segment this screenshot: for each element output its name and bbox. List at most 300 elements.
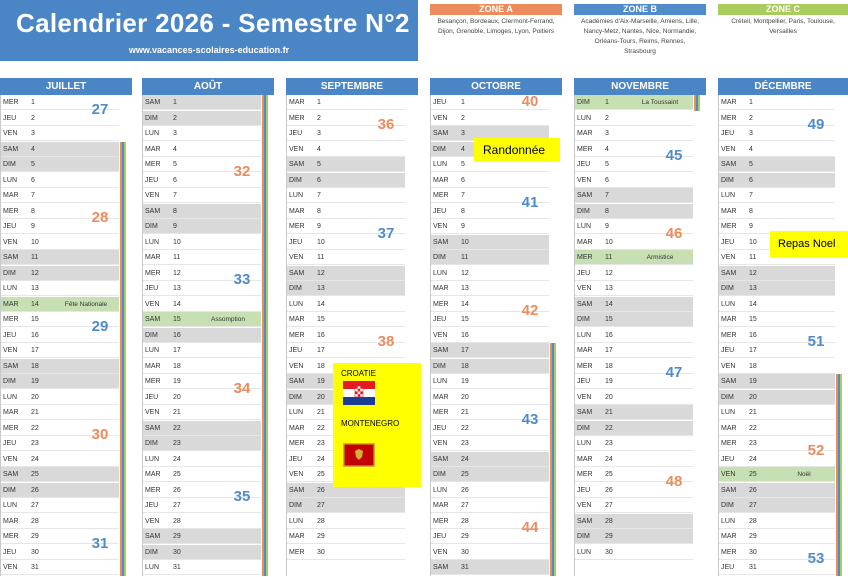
day-name: JEU (145, 393, 159, 401)
day-name: LUN (577, 331, 592, 339)
day-number: 24 (749, 455, 757, 463)
day-row (431, 436, 549, 451)
day-number: 3 (749, 130, 753, 137)
day-row (287, 266, 405, 281)
day-row (431, 545, 549, 560)
day-number: 14 (461, 300, 469, 308)
day-row (143, 188, 261, 203)
day-number: 29 (605, 533, 613, 540)
day-name: JEU (145, 502, 159, 509)
day-number: 6 (317, 176, 321, 184)
day-row (719, 514, 835, 529)
day-row (143, 514, 261, 529)
day-number: 28 (31, 517, 39, 525)
day-row (1, 390, 119, 405)
day-row (719, 297, 835, 312)
day-row (1, 173, 119, 188)
day-name: MAR (721, 207, 737, 215)
week-number: 49 (807, 116, 825, 134)
day-number: 11 (605, 254, 613, 261)
day-number: 9 (461, 223, 465, 230)
day-name: SAM (721, 161, 737, 168)
day-name: DIM (577, 316, 590, 323)
day-name: LUN (289, 409, 304, 416)
day-row (1, 452, 119, 467)
day-number: 21 (31, 409, 39, 416)
day-row (143, 343, 261, 358)
day-row (1, 405, 119, 420)
day-row (287, 95, 405, 110)
day-row (575, 514, 693, 529)
day-name: SAM (577, 409, 593, 416)
day-number: 22 (605, 424, 613, 432)
day-number: 1 (31, 99, 35, 106)
day-number: 13 (749, 285, 757, 292)
month-header: SEPTEMBRE (286, 78, 418, 95)
day-number: 25 (173, 471, 181, 478)
day-row (143, 250, 261, 265)
day-name: JEU (433, 533, 447, 540)
week-number: 36 (377, 116, 395, 134)
day-number: 15 (605, 316, 613, 323)
day-name: SAM (577, 192, 593, 199)
day-row (143, 142, 261, 157)
day-name: MAR (3, 517, 19, 525)
day-row (575, 328, 693, 343)
day-list (142, 95, 274, 576)
day-name: MAR (3, 300, 19, 308)
day-number: 19 (317, 378, 325, 385)
day-name: MER (721, 548, 737, 556)
day-name: LUN (289, 192, 304, 199)
day-number: 13 (461, 285, 469, 292)
day-row (143, 126, 261, 141)
day-number: 12 (461, 269, 469, 277)
day-row (1, 560, 119, 575)
day-name: MAR (289, 533, 305, 540)
day-name: LUN (145, 130, 160, 137)
day-list (430, 95, 562, 576)
day-row (287, 281, 405, 296)
day-row (143, 328, 261, 343)
day-number: 15 (317, 316, 325, 323)
day-number: 26 (605, 486, 613, 494)
zone-b-legend (574, 4, 706, 62)
day-number: 17 (173, 347, 181, 354)
day-number: 13 (317, 285, 325, 292)
week-number: 44 (521, 519, 539, 537)
day-name: DIM (577, 533, 590, 540)
calendar-title: Calendrier 2026 - Semestre N°2 (16, 8, 410, 38)
day-row (1, 281, 119, 296)
day-name: MER (289, 440, 305, 447)
day-number: 16 (605, 331, 613, 339)
day-number: 13 (173, 285, 181, 292)
day-name: MER (3, 207, 19, 215)
day-row (431, 343, 549, 358)
day-name: MER (289, 548, 305, 556)
day-row (143, 545, 261, 560)
week-number: 53 (807, 550, 825, 568)
day-name: JEU (433, 316, 447, 323)
week-number: 47 (665, 364, 683, 382)
day-name: JEU (577, 161, 591, 168)
day-number: 25 (605, 471, 613, 478)
day-row (575, 250, 693, 265)
zone-a-title: ZONE A (430, 4, 562, 15)
day-name: DIM (289, 502, 302, 509)
month-juillet (0, 78, 132, 576)
day-name: MER (3, 533, 19, 540)
day-row (287, 157, 405, 172)
day-list (286, 95, 418, 576)
day-number: 19 (461, 378, 469, 385)
day-name: MAR (289, 99, 305, 106)
day-number: 29 (173, 533, 181, 540)
day-number: 3 (461, 130, 465, 137)
day-row (1, 514, 119, 529)
day-row (575, 95, 693, 110)
day-row (1, 498, 119, 513)
day-name: LUN (289, 517, 304, 525)
day-number: 14 (173, 300, 181, 308)
day-number: 10 (605, 238, 613, 246)
day-name: LUN (433, 378, 448, 385)
day-name: JEU (577, 378, 591, 385)
day-name: LUN (721, 409, 736, 416)
day-row (719, 157, 835, 172)
day-row (143, 219, 261, 234)
day-name: VEN (145, 409, 160, 416)
day-row (575, 545, 693, 560)
day-name: MAR (577, 347, 593, 354)
day-name: VEN (577, 176, 592, 184)
day-number: 28 (317, 517, 325, 525)
day-list (718, 95, 848, 576)
month-header: AOÛT (142, 78, 274, 95)
day-row (287, 297, 405, 312)
day-name: MER (289, 114, 305, 122)
week-number: 32 (233, 162, 251, 180)
day-number: 18 (173, 362, 181, 370)
day-number: 13 (31, 285, 39, 292)
day-row (287, 250, 405, 265)
day-name: JEU (433, 99, 447, 106)
day-row (431, 390, 549, 405)
day-number: 10 (31, 238, 39, 246)
day-number: 2 (605, 114, 609, 122)
day-row (1, 297, 119, 312)
day-row (719, 142, 835, 157)
day-name: SAM (3, 254, 19, 261)
day-row (1, 142, 119, 157)
day-row (431, 111, 549, 126)
week-number: 52 (807, 441, 825, 459)
vacation-stripes (550, 343, 556, 576)
day-number: 11 (749, 254, 757, 261)
zone-c-title: ZONE C (718, 4, 848, 15)
day-name: JEU (721, 130, 735, 137)
day-number: 16 (317, 331, 325, 339)
vacation-stripes (836, 374, 842, 576)
day-name: LUN (433, 486, 448, 494)
day-name: VEN (289, 145, 304, 153)
day-number: 21 (461, 409, 469, 416)
day-number: 11 (317, 254, 325, 261)
day-name: MAR (145, 471, 161, 478)
day-number: 4 (31, 145, 35, 153)
month-header: OCTOBRE (430, 78, 562, 95)
day-number: 26 (31, 486, 39, 494)
day-name: DIM (577, 424, 590, 432)
day-number: 10 (317, 238, 325, 246)
day-row (575, 204, 693, 219)
day-name: MER (433, 409, 449, 416)
day-name: DIM (721, 176, 734, 184)
day-number: 7 (605, 192, 609, 199)
holiday-label: Noël (797, 471, 811, 478)
day-name: JEU (145, 285, 159, 292)
day-number: 24 (461, 455, 469, 463)
day-name: MAR (721, 99, 737, 106)
day-number: 6 (605, 176, 609, 184)
day-name: MER (145, 378, 161, 385)
day-row (575, 126, 693, 141)
day-name: DIM (3, 161, 16, 168)
day-number: 17 (317, 347, 325, 354)
day-number: 23 (31, 440, 39, 447)
day-name: VEN (721, 145, 736, 153)
day-list (574, 95, 706, 576)
day-row (1, 359, 119, 374)
day-name: JEU (3, 114, 17, 122)
day-number: 30 (605, 548, 613, 556)
day-number: 11 (31, 254, 39, 261)
day-name: MAR (3, 409, 19, 416)
day-number: 6 (31, 176, 35, 184)
day-row (1, 374, 119, 389)
day-number: 20 (317, 393, 325, 401)
month-septembre (286, 78, 418, 576)
day-row (143, 421, 261, 436)
day-number: 30 (173, 548, 181, 556)
day-name: MAR (433, 285, 449, 292)
day-number: 25 (317, 471, 325, 478)
day-row (575, 188, 693, 203)
day-number: 26 (749, 486, 757, 494)
day-number: 1 (749, 99, 753, 106)
day-number: 27 (317, 502, 325, 509)
holiday-label: Fête Nationale (64, 300, 108, 308)
day-row (719, 529, 835, 544)
day-row (575, 529, 693, 544)
day-name: DIM (289, 285, 302, 292)
day-name: MAR (433, 393, 449, 401)
day-number: 8 (749, 207, 753, 215)
day-name: MER (145, 161, 161, 168)
day-name: SAM (145, 533, 161, 540)
day-number: 9 (749, 223, 753, 230)
day-number: 6 (749, 176, 753, 184)
day-number: 27 (461, 502, 469, 509)
month-aout (142, 78, 274, 576)
day-number: 29 (461, 533, 469, 540)
day-row (1, 235, 119, 250)
day-name: MAR (289, 207, 305, 215)
day-name: DIM (3, 269, 16, 277)
day-name: VEN (145, 300, 160, 308)
day-number: 22 (461, 424, 469, 432)
day-name: SAM (433, 455, 449, 463)
day-number: 23 (173, 440, 181, 447)
day-name: SAM (721, 378, 737, 385)
day-number: 15 (749, 316, 757, 323)
day-number: 5 (461, 161, 465, 168)
day-name: SAM (433, 130, 449, 137)
day-name: MAR (721, 424, 737, 432)
day-number: 1 (605, 99, 609, 106)
day-number: 8 (173, 207, 177, 215)
day-row (719, 173, 835, 188)
day-name: JEU (289, 130, 303, 137)
day-name: VEN (145, 517, 160, 525)
day-row (143, 452, 261, 467)
day-name: MAR (145, 254, 161, 261)
day-number: 14 (31, 300, 39, 308)
day-number: 30 (749, 548, 757, 556)
day-name: MAR (3, 192, 19, 199)
day-row (575, 390, 693, 405)
day-number: 13 (605, 285, 613, 292)
day-number: 19 (749, 378, 757, 385)
day-name: LUN (3, 502, 18, 509)
day-name: MER (721, 440, 737, 447)
day-number: 16 (461, 331, 469, 339)
week-number: 31 (91, 534, 109, 552)
day-name: SAM (145, 424, 161, 432)
day-row (143, 436, 261, 451)
day-row (287, 142, 405, 157)
day-name: JEU (721, 347, 735, 354)
day-row (719, 421, 835, 436)
day-number: 22 (317, 424, 325, 432)
day-number: 7 (31, 192, 35, 199)
day-row (431, 498, 549, 513)
day-number: 21 (317, 409, 325, 416)
day-row (431, 235, 549, 250)
day-name: VEN (577, 285, 592, 292)
day-number: 23 (461, 440, 469, 447)
week-number: 46 (665, 224, 683, 242)
day-name: JEU (3, 223, 17, 230)
day-name: DIM (145, 223, 158, 230)
day-name: MER (3, 99, 19, 106)
day-number: 12 (317, 269, 325, 277)
day-number: 30 (317, 548, 325, 556)
day-number: 9 (317, 223, 321, 230)
day-number: 28 (173, 517, 181, 525)
day-number: 27 (31, 502, 39, 509)
day-number: 20 (461, 393, 469, 401)
day-row (287, 529, 405, 544)
day-number: 17 (605, 347, 613, 354)
day-number: 18 (31, 362, 39, 370)
day-name: LUN (577, 548, 592, 556)
day-name: MER (577, 362, 593, 370)
day-name: SAM (3, 362, 19, 370)
day-name: VEN (721, 254, 736, 261)
website-url[interactable]: www.vacances-scolaires-education.fr (128, 45, 290, 55)
day-row (431, 483, 549, 498)
day-number: 14 (317, 300, 325, 308)
day-name: VEN (577, 502, 592, 509)
week-number: 42 (521, 302, 539, 320)
day-number: 23 (749, 440, 757, 447)
day-row (575, 281, 693, 296)
day-number: 6 (461, 176, 465, 184)
day-name: MAR (577, 455, 593, 463)
day-number: 2 (749, 114, 753, 122)
day-number: 19 (31, 378, 39, 385)
day-name: VEN (3, 455, 18, 463)
day-name: MAR (433, 502, 449, 509)
day-number: 17 (31, 347, 39, 354)
day-row (719, 204, 835, 219)
day-row (287, 498, 405, 513)
day-name: MER (433, 300, 449, 308)
day-number: 12 (749, 269, 757, 277)
day-name: SAM (3, 471, 19, 478)
week-number: 40 (521, 93, 539, 110)
day-name: LUN (577, 440, 592, 447)
day-number: 28 (605, 517, 613, 525)
day-number: 7 (317, 192, 321, 199)
day-number: 18 (461, 362, 469, 370)
day-name: JEU (577, 269, 591, 277)
day-name: SAM (577, 517, 593, 525)
montenegro-label: MONTENEGRO (341, 419, 400, 428)
day-name: JEU (3, 331, 17, 339)
week-number: 51 (807, 333, 825, 351)
day-number: 21 (749, 409, 757, 416)
day-number: 4 (605, 145, 609, 153)
day-number: 23 (605, 440, 613, 447)
day-number: 5 (749, 161, 753, 168)
day-name: DIM (3, 486, 16, 494)
day-number: 4 (461, 145, 465, 153)
day-number: 4 (173, 145, 177, 153)
day-row (1, 467, 119, 482)
day-number: 27 (605, 502, 613, 509)
day-name: SAM (721, 486, 737, 494)
day-number: 24 (317, 455, 325, 463)
day-name: SAM (289, 269, 305, 277)
zone-c-academies: Créteil, Montpellier, Paris, Toulouse, Versailles (731, 18, 835, 35)
day-name: SAM (289, 161, 305, 168)
day-name: SAM (145, 99, 161, 106)
day-number: 22 (31, 424, 39, 432)
day-row (287, 188, 405, 203)
vacation-stripes (120, 142, 126, 576)
day-number: 8 (605, 207, 609, 215)
day-row (143, 529, 261, 544)
day-number: 24 (605, 455, 613, 463)
holiday-label: Assomption (211, 316, 245, 323)
day-name: DIM (433, 362, 446, 370)
day-row (431, 173, 549, 188)
day-row (719, 312, 835, 327)
day-name: MAR (145, 145, 161, 153)
